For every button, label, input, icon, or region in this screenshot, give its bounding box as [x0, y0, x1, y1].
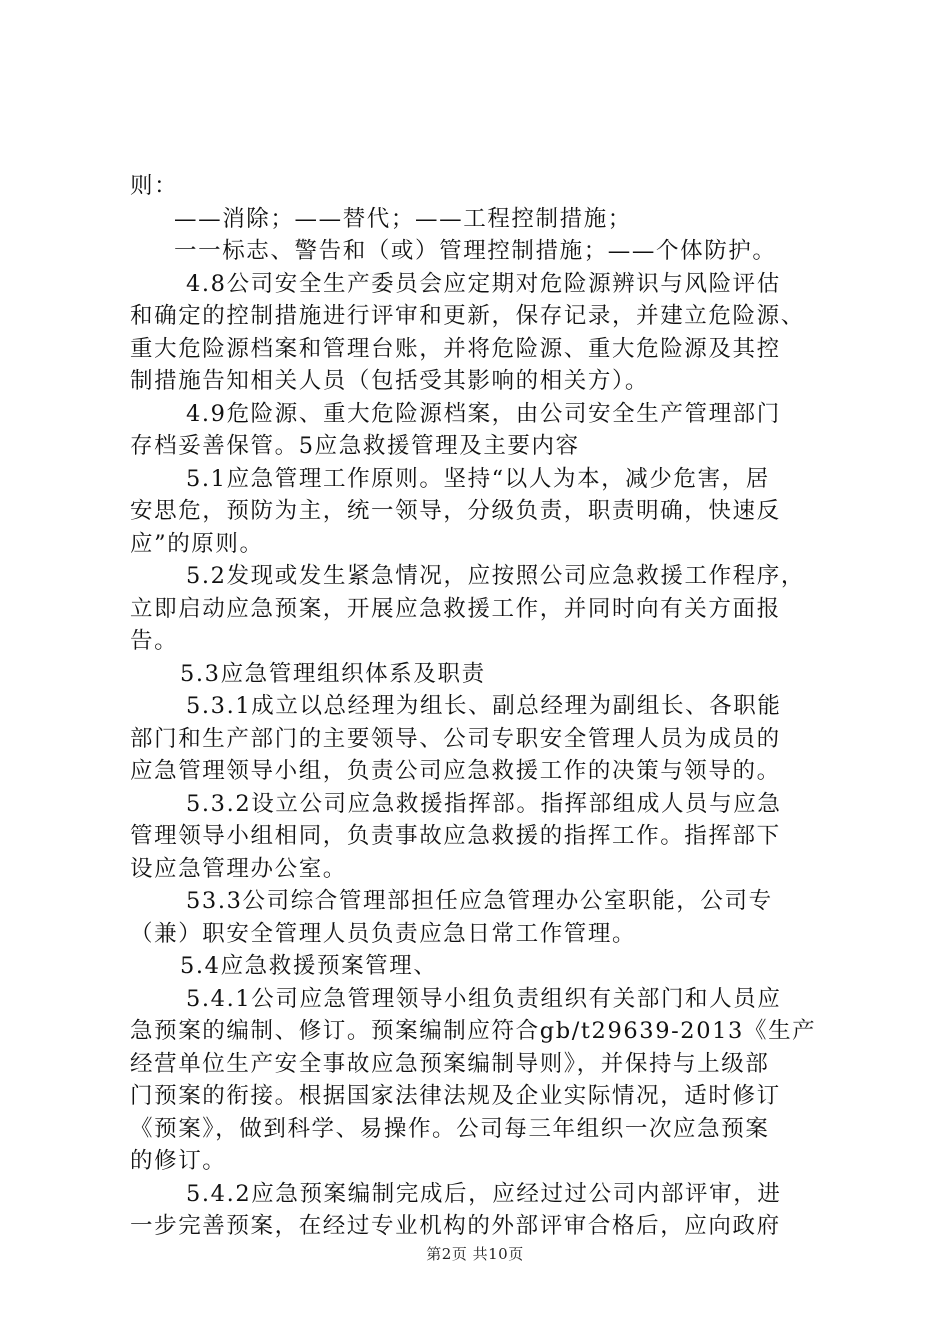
text-line: 的修订。: [130, 1148, 227, 1174]
text-line: 制措施告知相关人员（包括受其影响的相关方）。: [130, 368, 649, 394]
text-line: 存档妥善保管。5应急救援管理及主要内容: [130, 433, 580, 459]
page-number-footer: 第2页 共10页: [426, 1245, 524, 1263]
text-line: 《预案》，做到科学、易操作。公司每三年组织一次应急预案: [130, 1115, 770, 1142]
text-line: 管理领导小组相同，负责事故应急救援的指挥工作。指挥部下: [130, 823, 781, 849]
text-line: 设应急管理办公室。: [130, 855, 347, 882]
text-line: 安思危，预防为主，统一领导，分级负责，职责明确，快速反: [130, 498, 781, 524]
text-line: 急预案的编制、修订。预案编制应符合gb/t29639-2013《生产: [130, 1018, 817, 1044]
text-line: ——消除；——替代；——工程控制措施；: [174, 205, 632, 232]
text-line: 和确定的控制措施进行评审和更新，保存记录，并建立危险源、: [130, 303, 805, 329]
text-line: 4.9危险源、重大危险源档案，由公司安全生产管理部门: [186, 400, 781, 427]
text-line: 53.3公司综合管理部担任应急管理办公室职能，公司专: [186, 888, 773, 914]
text-line: 5.3应急管理组织体系及职责: [180, 660, 486, 687]
text-line: 门预案的衔接。根据国家法律法规及企业实际情况，适时修订: [130, 1083, 781, 1109]
text-line: 重大危险源档案和管理台账，并将危险源、重大危险源及其控: [130, 335, 781, 362]
text-line: 5.1应急管理工作原则。坚持“以人为本，减少危害，居: [186, 465, 770, 492]
text-line: 5.2发现或发生紧急情况，应按照公司应急救援工作程序，: [186, 563, 805, 589]
text-line: 5.4应急救援预案管理、: [180, 953, 438, 979]
text-line: 则：: [130, 173, 179, 199]
text-line: 5.4.2应急预案编制完成后，应经过过公司内部评审，进: [186, 1180, 782, 1207]
text-line: 5.3.1成立以总经理为组长、副总经理为副组长、各职能: [186, 693, 782, 719]
text-line: 5.4.1公司应急管理领导小组负责组织有关部门和人员应: [186, 985, 782, 1012]
text-line: （兼）职安全管理人员负责应急日常工作管理。: [130, 920, 637, 947]
text-line: 经营单位生产安全事故应急预案编制导则》，并保持与上级部: [130, 1050, 770, 1077]
text-line: 应”的原则。: [130, 530, 264, 557]
document-body: [130, 170, 830, 1243]
text-line: 4.8公司安全生产委员会应定期对危险源辨识与风险评估: [186, 270, 781, 297]
text-line: 立即启动应急预案，开展应急救援工作，并同时向有关方面报: [130, 595, 781, 622]
text-line: 5.3.2设立公司应急救援指挥部。指挥部组成人员与应急: [186, 790, 782, 817]
text-line: 应急管理领导小组，负责公司应急救援工作的决策与领导的。: [130, 758, 781, 784]
text-line: 一步完善预案，在经过专业机构的外部评审合格后，应向政府: [130, 1213, 781, 1239]
text-line: 部门和生产部门的主要领导、公司专职安全管理人员为成员的: [130, 725, 781, 752]
text-line: 一一标志、警告和（或）管理控制措施；——个体防护。: [174, 238, 777, 264]
text-line: 告。: [130, 628, 179, 654]
